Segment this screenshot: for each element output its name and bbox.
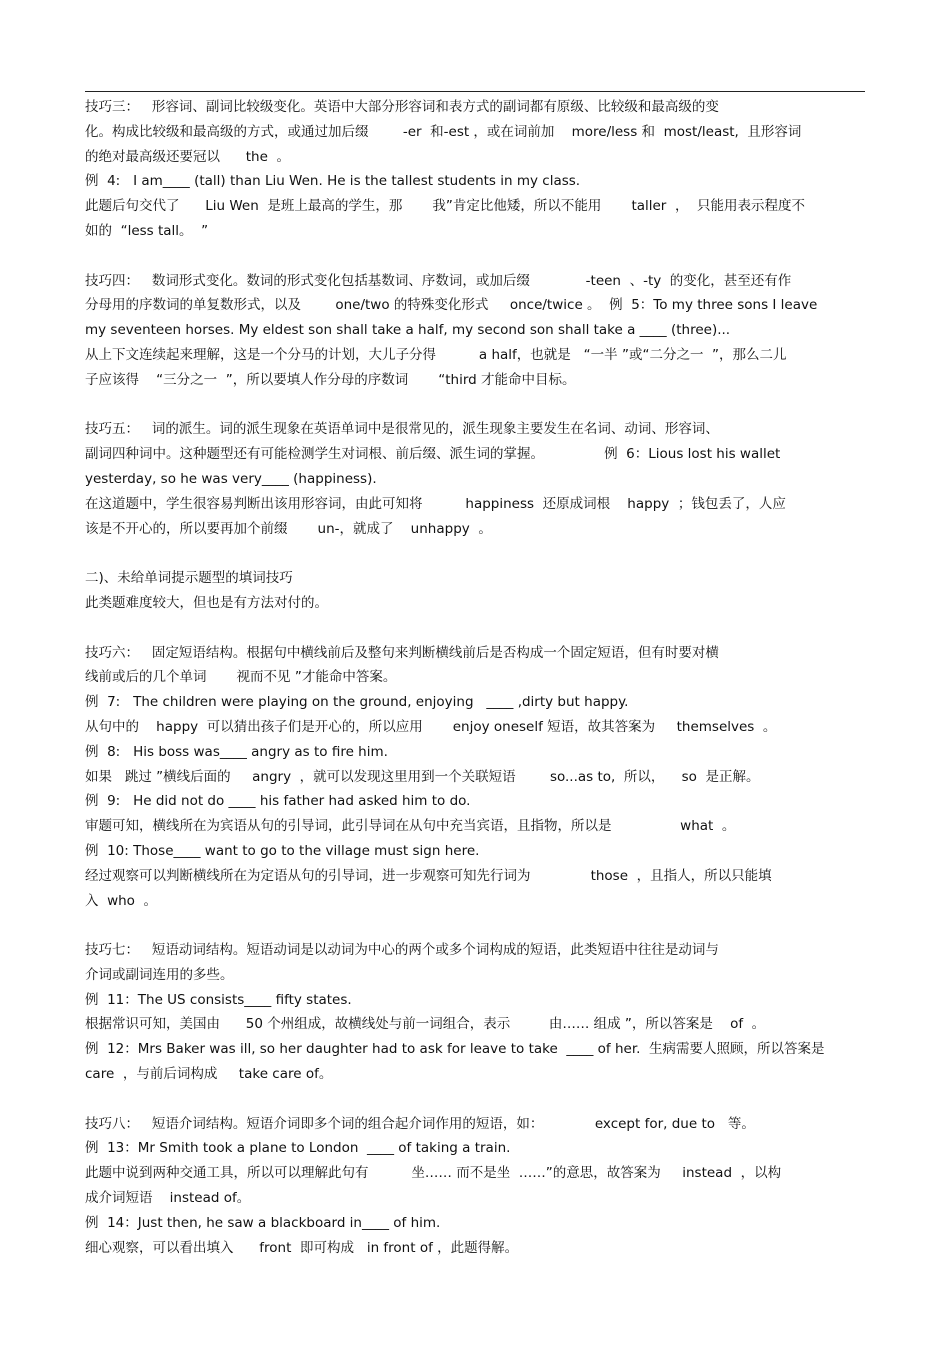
text-line: 技巧四： 数词形式变化。数词的形式变化包括基数词、序数词，或加后缀 -teen 、-ty 的变化，甚至还有作 [85, 272, 792, 289]
text-line: 例 11：The US consists____ fifty states. [85, 991, 352, 1008]
text-line: 成介词短语 instead of。 [85, 1190, 251, 1207]
text-line: 例 14：Just then, he saw a blackboard in____ of him. [85, 1214, 441, 1231]
text-line: 例 10: Those____ want to go to the village must sign here. [85, 842, 480, 859]
text-line: 技巧八： 短语介词结构。短语介词即多个词的组合起介词作用的短语，如： except for, due to 等。 [85, 1115, 755, 1132]
paragraph-gap [85, 393, 865, 418]
text-line: 例 7: The children were playing on the ground, enjoying ____ ,dirty but happy. [85, 694, 629, 711]
text-line: 子应该得 “三分之一 ”，所以要填人作分母的序数词 “third 才能命中目标。 [85, 371, 576, 388]
text-line: 技巧五： 词的派生。词的派生现象在英语单词中是很常见的，派生现象主要发生在名词、动词、形容词、 [85, 421, 719, 438]
text-line: care ，与前后词构成 take care of。 [85, 1066, 333, 1083]
text-line: 如的 “less tall。 ” [85, 222, 209, 239]
text-line: 例 4: I am____ (tall) than Liu Wen. He is the tallest students in my class. [85, 173, 581, 190]
header-rule [85, 91, 865, 92]
text-line: 线前或后的几个单词 视而不见 ”才能命中答案。 [85, 669, 397, 686]
text-line: 根据常识可知，美国由 50 个州组成，故横线处与前一词组合，表示 由…… 组成 ”，所以答案是 of 。 [85, 1016, 766, 1033]
text-line: 入 who 。 [85, 892, 158, 909]
text-line: 的绝对最高级还要冠以 the 。 [85, 148, 290, 165]
text-line: 此题中说到两种交通工具，所以可以理解此句有 坐…… 而不是坐 ……”的意思，故答案为 instead ，以构 [85, 1165, 782, 1182]
document-body [85, 95, 865, 1260]
text-line: 此题后句交代了 Liu Wen 是班上最高的学生，那 我”肯定比他矮，所以不能用 taller ， 只能用表示程度不 [85, 198, 806, 215]
text-line: 二)、未给单词提示题型的填词技巧 [85, 570, 293, 587]
text-line: 在这道题中，学生很容易判断出该用形容词，由此可知将 happiness 还原成词根 happy ；钱包丢了，人应 [85, 495, 786, 512]
text-line: my seventeen horses. My eldest son shall take a half, my second son shall take a ____ (three)... [85, 322, 731, 339]
paragraph-gap [85, 616, 865, 641]
text-line: 技巧七： 短语动词结构。短语动词是以动词为中心的两个或多个词构成的短语，此类短语中往往是动词与 [85, 942, 719, 959]
text-line: 例 8: His boss was____ angry as to fire him. [85, 743, 388, 760]
text-line: yesterday, so he was very____ (happiness). [85, 470, 377, 487]
text-line: 化。构成比较级和最高级的方式，或通过加后缀 -er 和-est ，或在词前加 more/less 和 most/least, 且形容词 [85, 123, 802, 140]
text-line: 此类题难度较大，但也是有方法对付的。 [85, 594, 328, 611]
text-line: 该是不开心的，所以要再加个前缀 un-，就成了 unhappy 。 [85, 520, 492, 537]
text-line: 副词四种词中。这种题型还有可能检测学生对词根、前后缀、派生词的掌握。 例 6：Lious lost his wallet [85, 446, 781, 463]
text-line: 例 13：Mr Smith took a plane to London ____ of taking a train. [85, 1140, 511, 1157]
text-line: 审题可知，横线所在为宾语从句的引导词，此引导词在从句中充当宾语，且指物，所以是 what 。 [85, 818, 736, 835]
text-line: 技巧六： 固定短语结构。根据句中横线前后及整句来判断横线前后是否构成一个固定短语，但有时要对横 [85, 644, 719, 661]
text-line: 例 9: He did not do ____ his father had asked him to do. [85, 793, 471, 810]
text-line: 技巧三： 形容词、副词比较级变化。英语中大部分形容词和表方式的副词都有原级、比较级和最高级的变 [85, 99, 719, 115]
paragraph-gap [85, 244, 865, 269]
text-line: 经过观察可以判断横线所在为定语从句的引导词，进一步观察可知先行词为 those ，且指人，所以只能填 [85, 867, 772, 884]
paragraph-gap [85, 1087, 865, 1112]
text-line: 从句中的 happy 可以猜出孩子们是开心的，所以应用 enjoy oneself 短语，故其答案为 themselves 。 [85, 718, 777, 735]
text-line: 例 12：Mrs Baker was ill, so her daughter had to ask for leave to take ____ of her. 生病需要人照顾，所以答案是 [85, 1041, 825, 1058]
text-line: 如果 跳过 ”横线后面的 angry ，就可以发现这里用到一个关联短语 so...as to, 所以， so 是正解。 [85, 768, 760, 785]
paragraph-gap [85, 541, 865, 566]
text-line: 介词或副词连用的多些。 [85, 966, 234, 983]
text-line: 从上下文连续起来理解，这是一个分马的计划，大儿子分得 a half，也就是 “一半 ”或“二分之一 ”，那么二儿 [85, 346, 787, 363]
text-line: 分母用的序数词的单复数形式，以及 one/two 的特殊变化形式 once/twice 。 例 5：To my three sons I leave [85, 297, 818, 314]
text-line: 细心观察，可以看出填入 front 即可构成 in front of ，此题得解。 [85, 1239, 519, 1256]
paragraph-gap [85, 913, 865, 938]
